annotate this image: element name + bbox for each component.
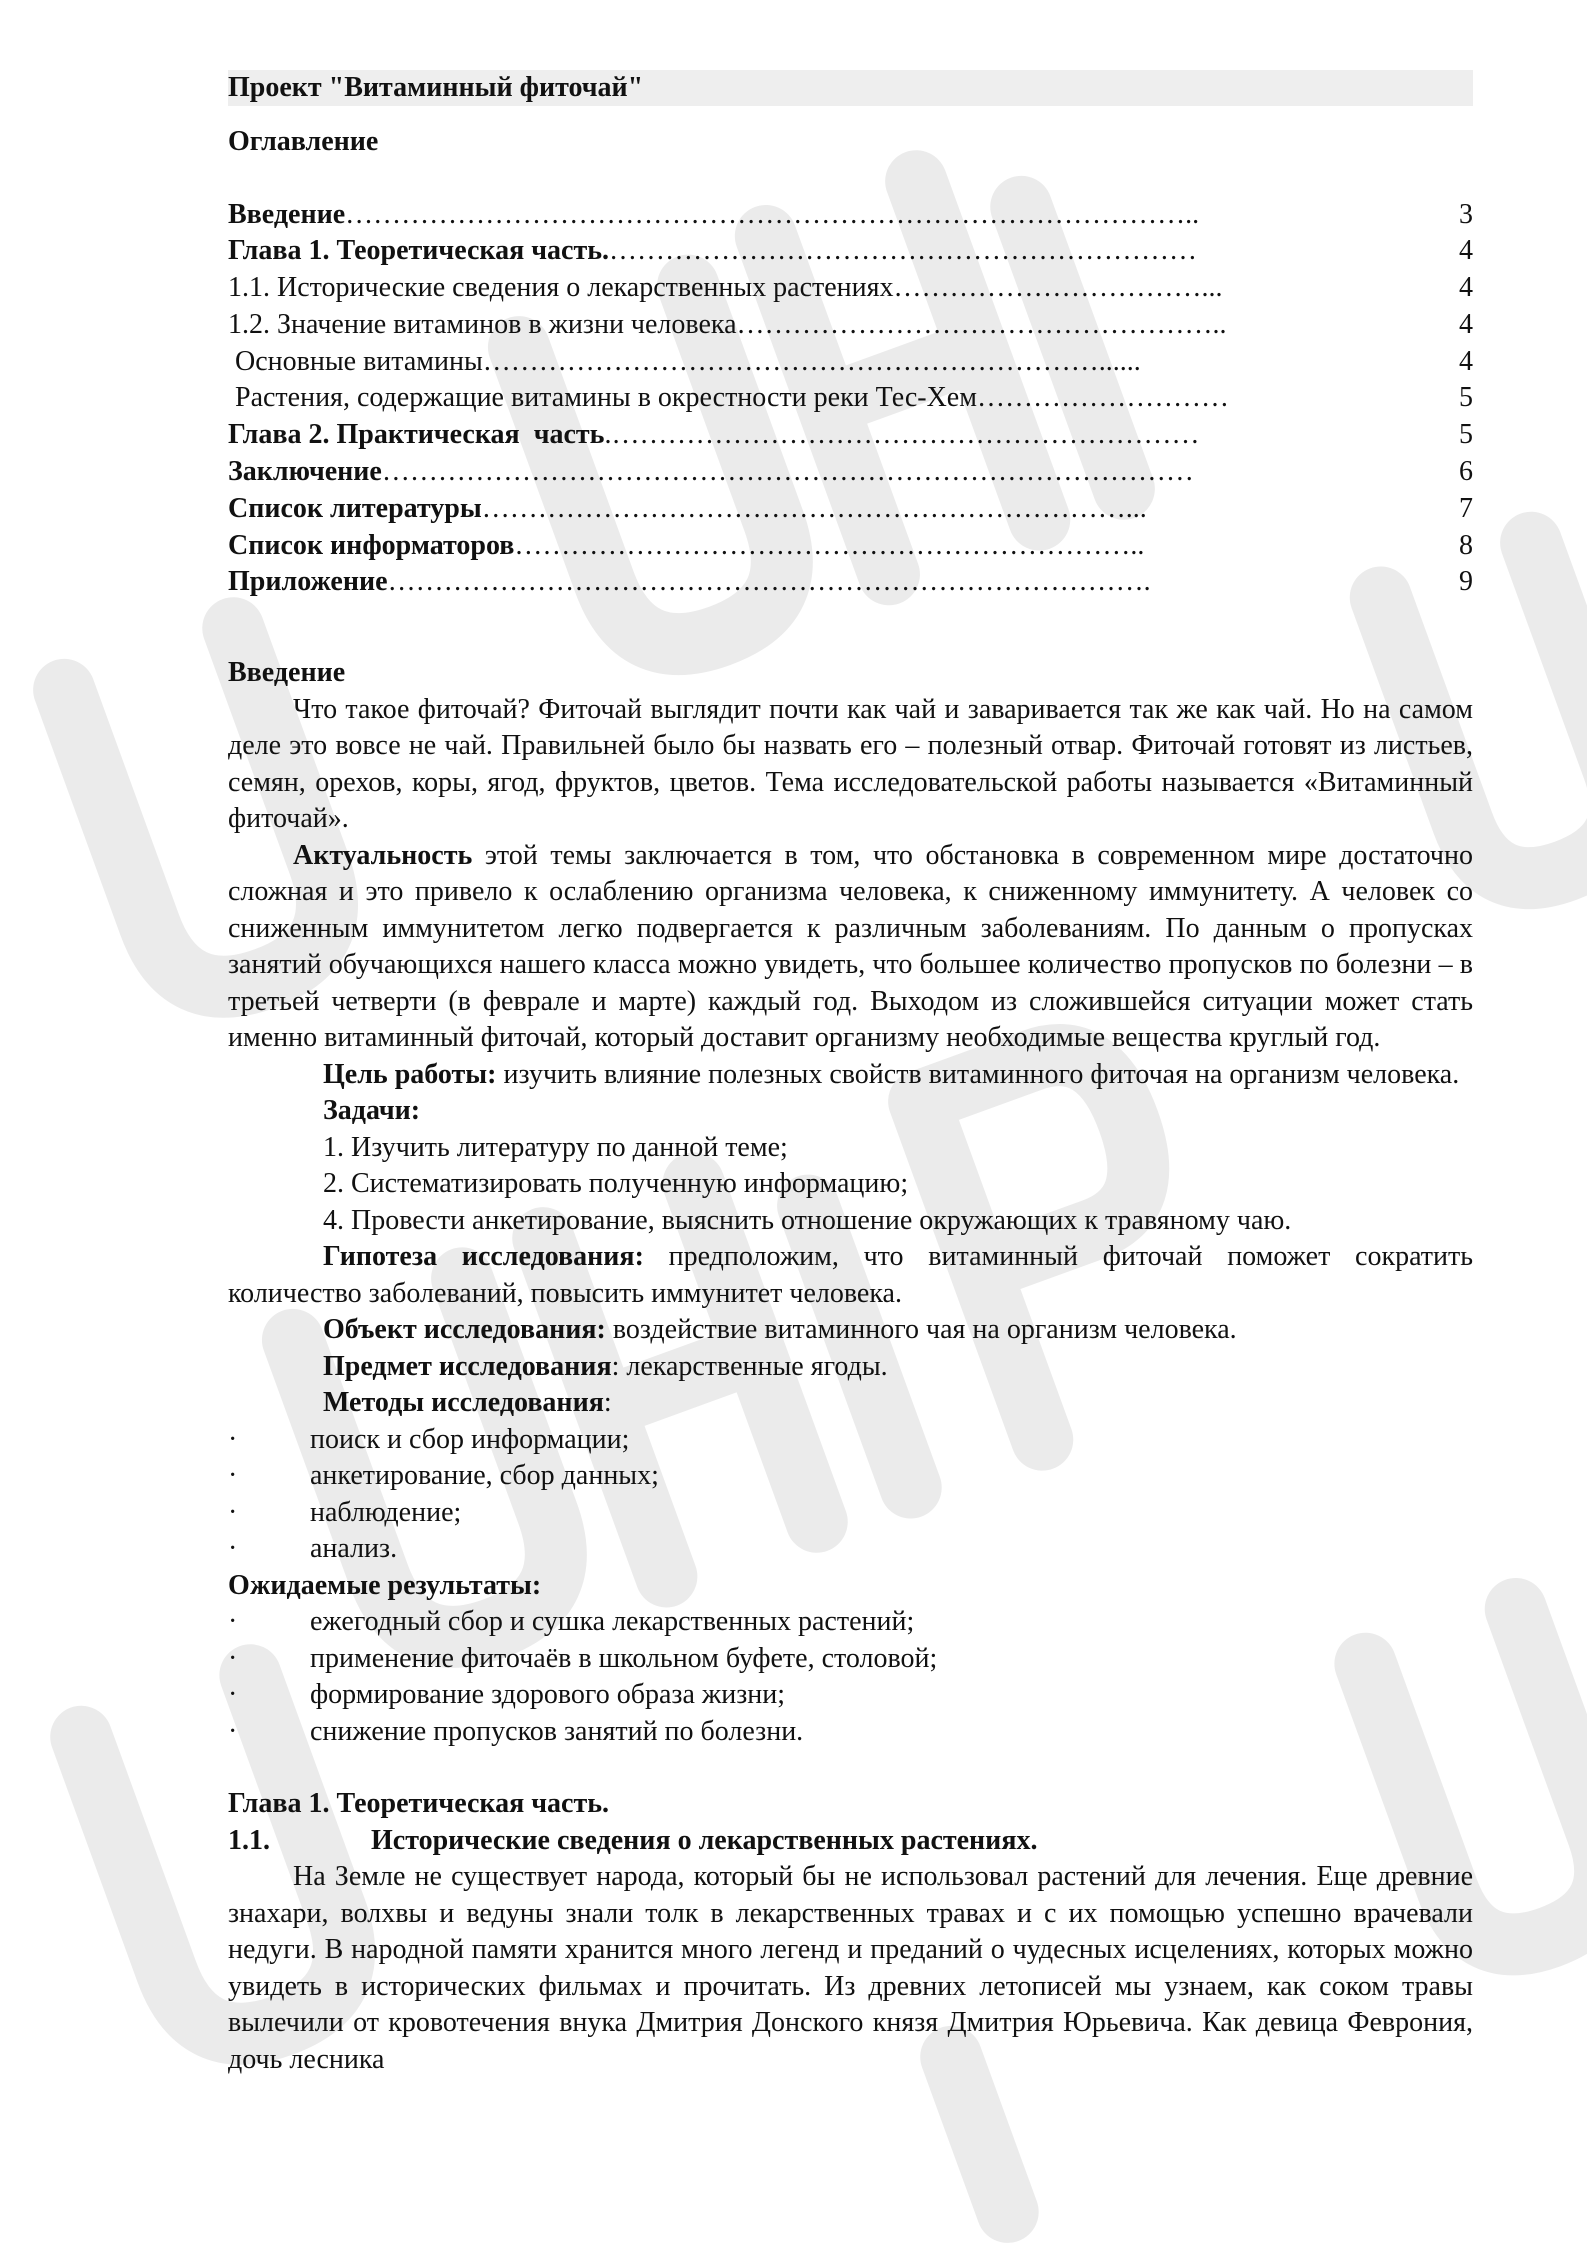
result-item: · снижение пропусков занятий по болезни. [228, 1715, 804, 1747]
relevance-label: Актуальность [293, 839, 473, 871]
table-of-contents [228, 197, 1473, 602]
relevance-text: этой темы заключается в том, что обстановка в современном мире достаточно сложная и это привело к ослаблению организма человека, к сниженному иммунитету. А человек со сниженным иммунитетом легко подвергается к различным заболеваниям. По данным о пропусках занятий обучающихся нашего класса можно увидеть, что большее количество пропусков по болезни – в третьей четверти (в феврале и марте) каждый год. Выходом из сложившейся ситуации может стать именно витаминный фиточай, который доставит организму необходимые вещества круглый год. [228, 839, 1473, 1054]
task-item: 4. Провести анкетирование, выяснить отношение окружающих к травяному чаю. [323, 1204, 1292, 1236]
hypothesis-paragraph [228, 1239, 1473, 1312]
result-item: · применение фиточаёв в школьном буфете, столовой; [228, 1642, 938, 1674]
method-item: · анкетирование, сбор данных; [228, 1460, 659, 1492]
hypothesis-label: Гипотеза исследования: [323, 1241, 644, 1273]
tasks-label: Задачи: [323, 1095, 421, 1127]
toc-entry-label: Введение [228, 198, 346, 230]
relevance-paragraph [228, 838, 1473, 1057]
toc-entry-page: 7 [1459, 492, 1473, 524]
result-item: · формирование здорового образа жизни; [228, 1679, 786, 1711]
toc-entry-label: Растения, содержащие витамины в окрестности реки Тес-Хем [228, 382, 977, 414]
hypothesis-text: предположим, что витаминный фиточай поможет сократить количество заболеваний, повысить иммунитет человека. [228, 1241, 1473, 1309]
watermark-logo-bottom-center [951, 2057, 1007, 2212]
goal-text: изучить влияние полезных свойств витаминного фиточая на организм человека. [496, 1058, 1460, 1090]
toc-entry-leader: ……………………………………………………… [609, 235, 1198, 267]
toc-entry-leader: …………………………………………………………………………… [381, 456, 1194, 488]
toc-entry[interactable] [228, 564, 1473, 601]
toc-entry-leader: ………………………………………………………………………. [387, 566, 1151, 598]
document-page [228, 70, 1473, 2078]
toc-entry-label: Глава 2. Практическая часть [228, 419, 605, 451]
subject-line: Предмет исследования: лекарственные ягоды. [323, 1350, 888, 1382]
toc-entry[interactable] [228, 454, 1473, 491]
chapter1-heading: Глава 1. Теоретическая часть. [228, 1788, 610, 1820]
subsection-title: Исторические сведения о лекарственных растениях. [371, 1824, 1038, 1856]
toc-entry-leader: …………………………………………….. [736, 308, 1227, 340]
toc-entry-leader: …………………………………………………………...... [482, 345, 1141, 377]
toc-entry-page: 6 [1459, 456, 1473, 488]
toc-heading: Оглавление [228, 126, 379, 157]
intro-heading: Введение [228, 657, 346, 689]
toc-entry-label: Заключение [228, 456, 382, 488]
toc-entry[interactable] [228, 307, 1473, 344]
toc-entry-label: 1.1. Исторические сведения о лекарственных растениях [228, 272, 894, 304]
toc-entry[interactable] [228, 491, 1473, 528]
toc-entry-leader: ……………………………………………………………………………….. [345, 198, 1200, 230]
toc-entry[interactable] [228, 380, 1473, 417]
toc-entry[interactable] [228, 417, 1473, 454]
toc-entry-leader: ……………………………... [893, 272, 1223, 304]
toc-entry-page: 4 [1459, 272, 1473, 304]
results-label: Ожидаемые результаты: [228, 1569, 542, 1601]
subsection-heading [228, 1823, 1473, 1860]
subsection-number: 1.1. [228, 1824, 270, 1856]
toc-entry-page: 4 [1459, 345, 1473, 377]
toc-entry-leader: ……………………………………………………………... [481, 492, 1147, 524]
toc-entry-label: Основные витамины [228, 345, 483, 377]
toc-entry-leader: ………………………………………………………….. [514, 529, 1145, 561]
intro-paragraph: Что такое фиточай? Фиточай выглядит почти как чай и заваривается так же как чай. Но на самом деле это вовсе не чай. Правильней было бы назвать его – полезный отвар. Фиточай готовят из листьев, семян, орехов, коры, ягод, фруктов, цветов. Тема исследовательской работы называется «Витаминный фиточай». [228, 693, 1473, 835]
goal-label: Цель работы: [323, 1058, 497, 1090]
goal-paragraph [228, 1057, 1473, 1094]
toc-entry-page: 9 [1459, 566, 1473, 598]
toc-entry[interactable] [228, 270, 1473, 307]
document-title: Проект "Витаминный фиточай" [228, 70, 1473, 106]
task-item: 2. Систематизировать полученную информацию; [323, 1168, 909, 1200]
task-item: 1. Изучить литературу по данной теме; [323, 1131, 788, 1163]
toc-entry-page: 5 [1459, 382, 1473, 414]
toc-entry-leader: ……………………… [976, 382, 1229, 414]
result-item: · ежегодный сбор и сушка лекарственных растений; [228, 1606, 915, 1638]
methods-line: Методы исследования: [323, 1387, 612, 1419]
toc-entry-page: 4 [1459, 235, 1473, 267]
toc-entry-page: 3 [1459, 198, 1473, 230]
toc-entry-label: Приложение [228, 566, 388, 598]
toc-entry[interactable] [228, 528, 1473, 565]
toc-entry-label: Глава 1. Теоретическая часть. [228, 235, 610, 267]
toc-entry-page: 4 [1459, 308, 1473, 340]
toc-entry-page: 8 [1459, 529, 1473, 561]
toc-entry-label: 1.2. Значение витаминов в жизни человека [228, 308, 737, 340]
method-item: · анализ. [228, 1533, 398, 1565]
toc-entry-label: Список информаторов [228, 529, 515, 561]
chapter1-paragraph: На Земле не существует народа, который бы не использовал растений для лечения. Еще древние знахари, волхвы и ведуны знали толк в лекарственных травах и с их помощью успешно врачевали недуги. В народной памяти хранится много легенд и преданий о чудесных исцелениях, которых можно увидеть в исторических фильмах и прочитать. Из древних летописей мы узнаем, как соком травы вылечили от кровотечения внука Дмитрия Донского князя Дмитрия Юрьевича. Как девица Феврония, дочь лесника [228, 1861, 1473, 2075]
object-line: Объект исследования: воздействие витаминного чая на организм человека. [323, 1314, 1237, 1346]
method-item: · поиск и сбор информации; [228, 1423, 630, 1455]
toc-entry-page: 5 [1459, 419, 1473, 451]
toc-entry-leader: .……………………………………………………… [604, 419, 1200, 451]
toc-entry[interactable] [228, 233, 1473, 270]
toc-entry[interactable] [228, 197, 1473, 234]
method-item: · наблюдение; [228, 1496, 462, 1528]
toc-entry[interactable] [228, 344, 1473, 381]
toc-entry-label: Список литературы [228, 492, 482, 524]
